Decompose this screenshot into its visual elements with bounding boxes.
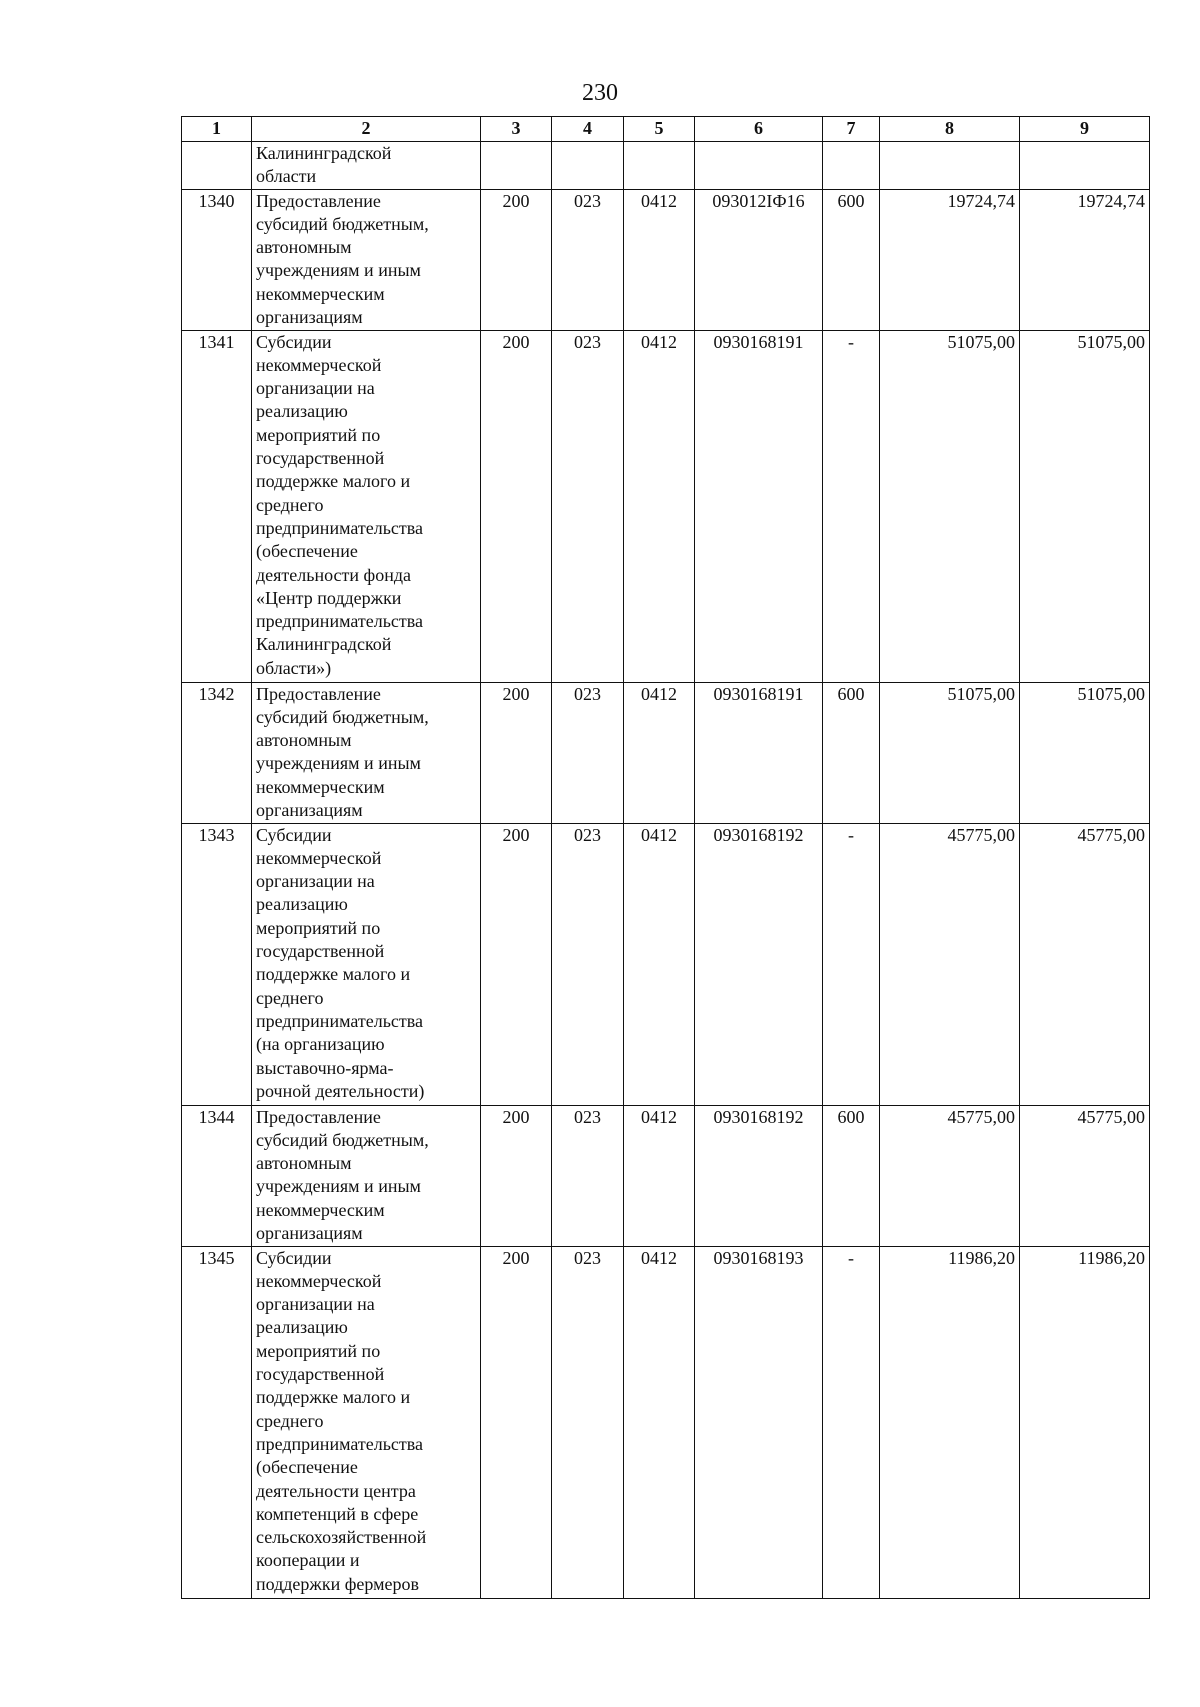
cell-col6: 0930168192 [695,823,823,1105]
cell-col4: 023 [552,823,624,1105]
table-row [182,142,1150,190]
cell-col4: 023 [552,1105,624,1246]
row-description: Предоставление субсидий бюджетным, автономным учреждениям и иным некоммерческим организациям [252,682,481,823]
cell-col7: 600 [823,682,880,823]
column-header: 3 [481,117,552,142]
row-number: 1344 [182,1105,252,1246]
row-number: 1345 [182,1246,252,1598]
budget-table [181,116,1150,1599]
cell-col6: 0930168191 [695,330,823,682]
column-header: 9 [1020,117,1150,142]
cell-col7: - [823,1246,880,1598]
cell-col3: 200 [481,330,552,682]
cell-col5: 0412 [624,823,695,1105]
table-row [182,189,1150,330]
page-number: 230 [582,80,618,106]
row-description: Субсидии некоммерческой организации на реализацию мероприятий по государственной поддержке малого и среднего предпринимательства (обеспечение деятельности фонда «Центр поддержки предпринимательства Калининградской области») [252,330,481,682]
table-row [182,330,1150,682]
cell-col9: 51075,00 [1020,682,1150,823]
cell-col7: - [823,823,880,1105]
cell-col8: 19724,74 [880,189,1020,330]
cell-col6: 0930168193 [695,1246,823,1598]
cell-col6: 093012IФ16 [695,189,823,330]
row-description: Субсидии некоммерческой организации на реализацию мероприятий по государственной поддержке малого и среднего предпринимательства (обеспечение деятельности центра компетенций в сфере сельскохозяйственной кооперации и поддержки фермеров [252,1246,481,1598]
column-header: 4 [552,117,624,142]
cell-col9: 45775,00 [1020,823,1150,1105]
cell-col3: 200 [481,823,552,1105]
column-header: 2 [252,117,481,142]
table-row [182,1246,1150,1598]
cell-col5: 0412 [624,330,695,682]
row-number: 1340 [182,189,252,330]
table-row [182,682,1150,823]
table-row [182,1105,1150,1246]
cell-col5: 0412 [624,189,695,330]
cell-col4: 023 [552,330,624,682]
cell-col5 [624,142,695,190]
cell-col5: 0412 [624,1246,695,1598]
cell-col8: 51075,00 [880,330,1020,682]
row-number: 1343 [182,823,252,1105]
cell-col3: 200 [481,1246,552,1598]
cell-col7 [823,142,880,190]
cell-col7: 600 [823,1105,880,1246]
cell-col3: 200 [481,682,552,823]
cell-col5: 0412 [624,682,695,823]
cell-col4: 023 [552,682,624,823]
cell-col9: 51075,00 [1020,330,1150,682]
cell-col5: 0412 [624,1105,695,1246]
row-number: 1342 [182,682,252,823]
column-header: 6 [695,117,823,142]
cell-col7: - [823,330,880,682]
row-description: Предоставление субсидий бюджетным, автономным учреждениям и иным некоммерческим организациям [252,189,481,330]
cell-col6 [695,142,823,190]
cell-col8: 45775,00 [880,1105,1020,1246]
cell-col3: 200 [481,1105,552,1246]
cell-col4: 023 [552,1246,624,1598]
cell-col4 [552,142,624,190]
cell-col4: 023 [552,189,624,330]
column-header: 8 [880,117,1020,142]
cell-col3 [481,142,552,190]
column-header: 1 [182,117,252,142]
row-description: Субсидии некоммерческой организации на реализацию мероприятий по государственной поддержке малого и среднего предпринимательства (на организацию выставочно-ярма- рочной деятельности) [252,823,481,1105]
column-header: 5 [624,117,695,142]
cell-col3: 200 [481,189,552,330]
table-row [182,823,1150,1105]
row-description: Предоставление субсидий бюджетным, автономным учреждениям и иным некоммерческим организациям [252,1105,481,1246]
cell-col8 [880,142,1020,190]
cell-col7: 600 [823,189,880,330]
cell-col9 [1020,142,1150,190]
cell-col9: 45775,00 [1020,1105,1150,1246]
cell-col8: 11986,20 [880,1246,1020,1598]
row-number [182,142,252,190]
cell-col8: 45775,00 [880,823,1020,1105]
row-number: 1341 [182,330,252,682]
column-header: 7 [823,117,880,142]
cell-col9: 19724,74 [1020,189,1150,330]
row-description: Калининградской области [252,142,481,190]
table-header-row [182,117,1150,142]
cell-col6: 0930168191 [695,682,823,823]
cell-col9: 11986,20 [1020,1246,1150,1598]
cell-col8: 51075,00 [880,682,1020,823]
cell-col6: 0930168192 [695,1105,823,1246]
